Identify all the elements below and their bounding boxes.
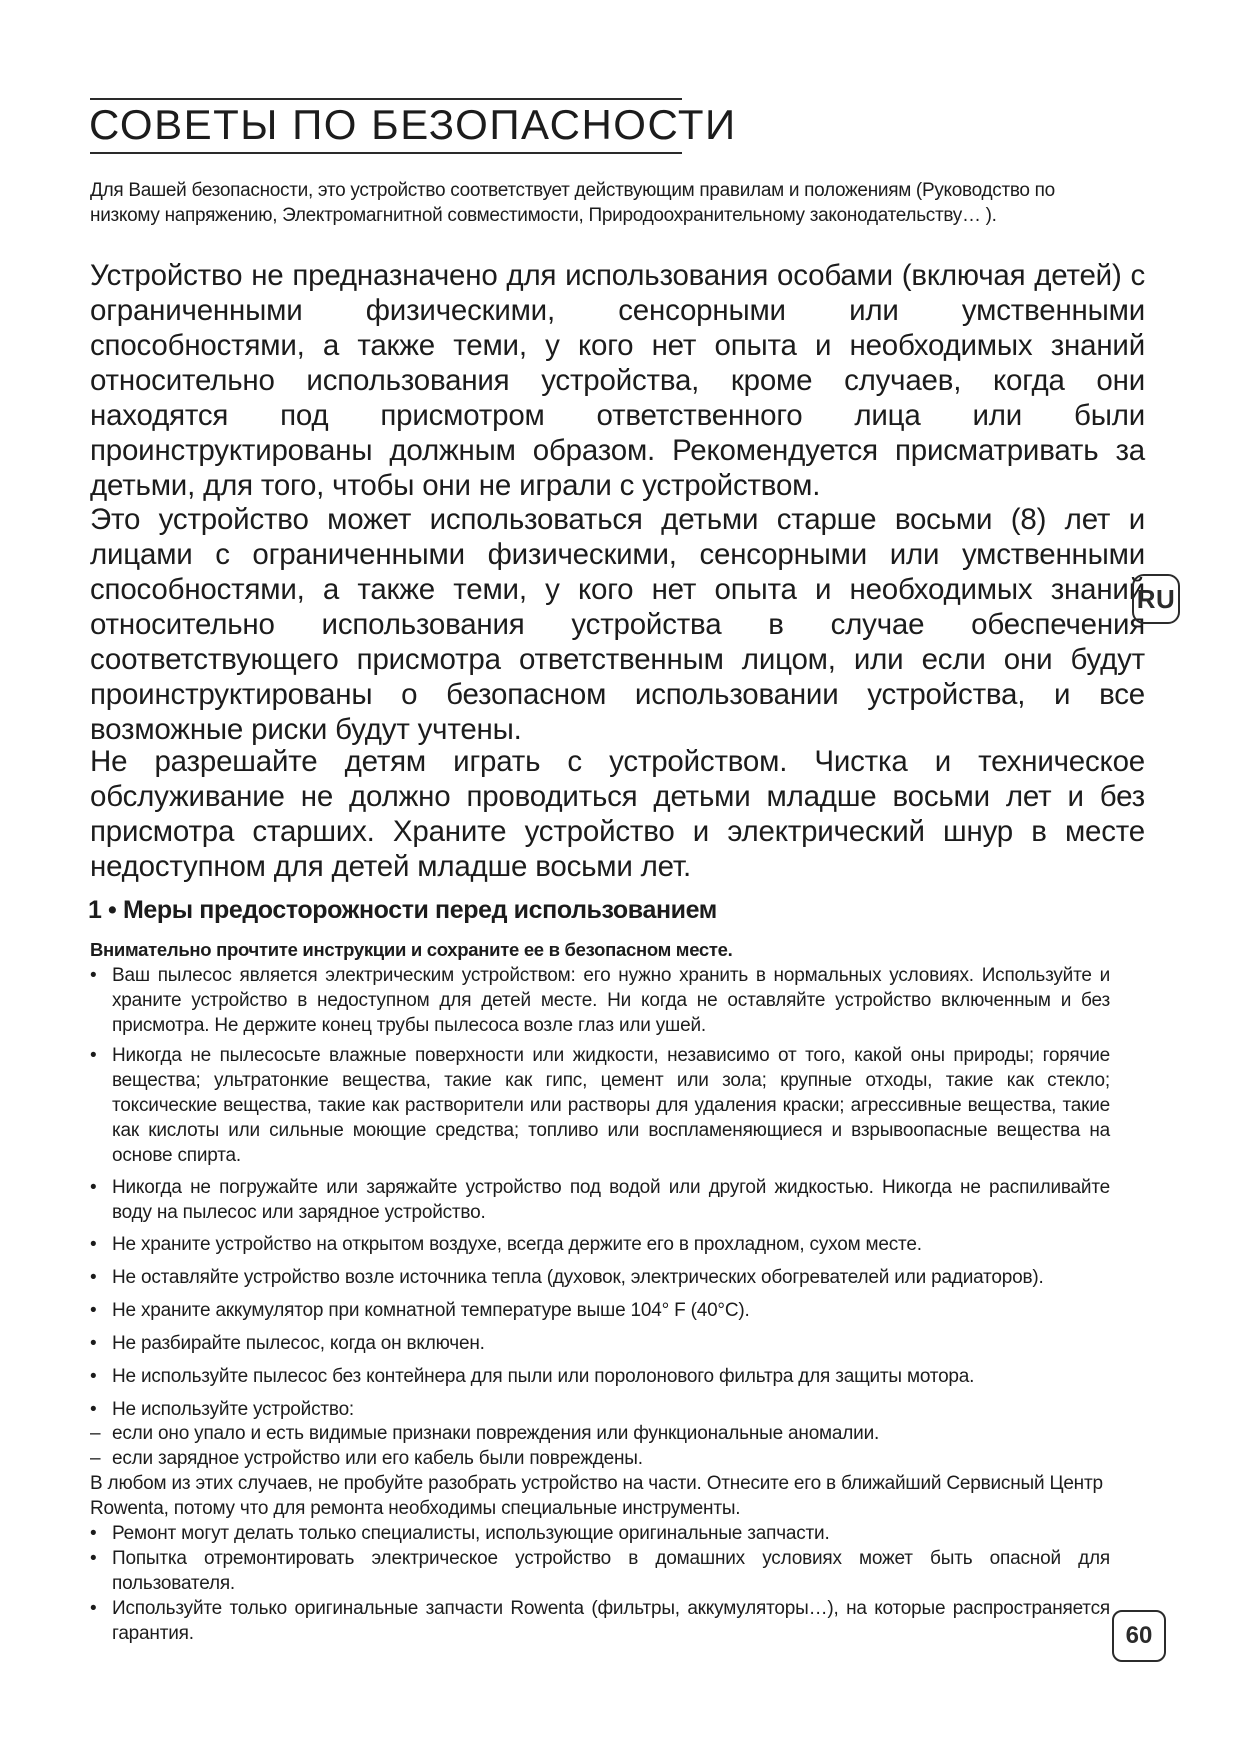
list-item [90, 1175, 1110, 1225]
language-badge: RU [1132, 574, 1180, 624]
precaution-list [90, 963, 1110, 1038]
bullet-marker: • [90, 1598, 97, 1619]
precaution-list [90, 1546, 1110, 1596]
sub-list [90, 1421, 1110, 1446]
dash-marker: – [90, 1423, 101, 1444]
sub-list-item [90, 1421, 1110, 1446]
warning-paragraph-1: Устройство не предназначено для использования особами (включая детей) с ограниченными физическими, сенсорными или умственными способностями, а также теми, у кого нет опыта и необходимых знаний относительно использования устройства, кроме случаев, когда они находятся под присмотром ответственного лица или были проинструктированы должным образом. Рекомендуется присматривать за детьми, для того, чтобы они не играли с устройством. [90, 259, 1145, 502]
list-item [90, 1331, 1110, 1356]
list-item [90, 1546, 1110, 1596]
warning-paragraph-3: Не разрешайте детям играть с устройством. Чистка и техническое обслуживание не должно проводиться детьми младше восьми лет и без присмотра старших. Храните устройство и электрический шнур в месте недоступном для детей младше восьми лет. [90, 745, 1145, 883]
dash-marker: – [90, 1448, 101, 1469]
list-item-text: Ваш пылесос является электрическим устройством: его нужно хранить в нормальных условиях. Используйте и храните устройство в недоступном для детей месте. Ни когда не оставляйте устройство включенным и без присмотра. Не держите конец трубы пылесоса возле глаз или ушей. [112, 965, 1110, 1036]
list-item-text: Не оставляйте устройство возле источника тепла (духовок, электрических обогревателей или радиаторов). [112, 1267, 1044, 1288]
list-item-text: Ремонт могут делать только специалисты, использующие оригинальные запчасти. [112, 1523, 830, 1544]
precaution-list [90, 1175, 1110, 1225]
list-item-text: Не разбирайте пылесос, когда он включен. [112, 1333, 485, 1354]
sub-list-item [90, 1446, 1110, 1471]
title-rule-bottom [90, 152, 682, 154]
bullet-marker: • [90, 1399, 97, 1420]
list-item-text: Никогда не погружайте или заряжайте устройство под водой или другой жидкостью. Никогда не распиливайте воду на пылесос или зарядное устройство. [112, 1177, 1110, 1223]
list-item-text: Используйте только оригинальные запчасти Rowenta (фильтры, аккумуляторы…), на которые распространяется гарантия. [112, 1598, 1110, 1644]
bullet-marker: • [90, 1300, 97, 1321]
precaution-list [90, 1232, 1110, 1257]
precaution-list [90, 1043, 1110, 1168]
page-title: СОВЕТЫ ПО БЕЗОПАСНОСТИ [89, 101, 737, 148]
list-item-text: Не храните устройство на открытом воздухе, всегда держите его в прохладном, сухом месте. [112, 1234, 922, 1255]
list-item [90, 1364, 1110, 1389]
precaution-list [90, 1331, 1110, 1356]
bullet-marker: • [90, 1548, 97, 1569]
warning-paragraph-2: Это устройство может использоваться детьми старше восьми (8) лет и лицами с ограниченными физическими, сенсорными или умственными способностями, а также теми, у кого нет опыта и необходимых знаний относительно использования устройства в случае обеспечения соответствующего присмотра ответственным лицом, или если они будут проинструктированы о безопасном использовании устройства, и все возможные риски будут учтены. [90, 503, 1145, 746]
precaution-list [90, 1364, 1110, 1389]
list-item-text: Попытка отремонтировать электрическое устройство в домашних условиях может быть опасной для пользователя. [112, 1548, 1110, 1594]
precaution-list [90, 1521, 1110, 1546]
list-item [90, 963, 1110, 1038]
list-item [90, 1596, 1110, 1646]
sub-list-item-text: если оно упало и есть видимые признаки повреждения или функциональные аномалии. [112, 1423, 880, 1444]
precaution-list [90, 1397, 1110, 1422]
bullet-marker: • [90, 1045, 97, 1066]
sub-list-item-text: если зарядное устройство или его кабель были повреждены. [112, 1448, 643, 1469]
bullet-marker: • [90, 1234, 97, 1255]
list-item [90, 1397, 1110, 1422]
list-item [90, 1265, 1110, 1290]
section-lead: Внимательно прочтите инструкции и сохраните ее в безопасном месте. [90, 939, 733, 960]
list-item-text: Не используйте устройство: [112, 1399, 355, 1420]
any-case-paragraph: В любом из этих случаев, не пробуйте разобрать устройство на части. Отнесите его в ближайший Сервисный Центр Rowenta, потому что для ремонта необходимы специальные инструменты. [90, 1473, 1103, 1519]
list-item [90, 1043, 1110, 1168]
bullet-marker: • [90, 1333, 97, 1354]
bullet-marker: • [90, 965, 97, 986]
list-item-text: Не храните аккумулятор при комнатной температуре выше 104° F (40°C). [112, 1300, 750, 1321]
precaution-list [90, 1265, 1110, 1290]
list-item-text: Никогда не пылесосьте влажные поверхности или жидкости, независимо от того, какой оны природы; горячие вещества; ультратонкие вещества, такие как гипс, цемент или зола; крупные отходы, такие как стекло; токсические вещества, такие как растворители или растворы для удаления краски; агрессивные вещества, такие как кислоты или сильные моющие средства; топливо или воспламеняющиеся и взрывоопасные вещества на основе спирта. [112, 1045, 1110, 1166]
section-title: 1 • Меры предосторожности перед использованием [88, 896, 717, 924]
precaution-list [90, 1298, 1110, 1323]
list-item [90, 1232, 1110, 1257]
list-item-text: Не используйте пылесос без контейнера для пыли или поролонового фильтра для защиты мотора. [112, 1366, 975, 1387]
intro-paragraph: Для Вашей безопасности, это устройство соответствует действующим правилам и положениям (Руководство по низкому напряжению, Электромагнитной совместимости, Природоохранительному законодательству… ). [90, 180, 1055, 226]
bullet-marker: • [90, 1177, 97, 1198]
list-item [90, 1521, 1110, 1546]
bullet-marker: • [90, 1267, 97, 1288]
sub-list [90, 1446, 1110, 1471]
list-item [90, 1298, 1110, 1323]
page-number: 60 [1112, 1610, 1166, 1662]
bullet-marker: • [90, 1366, 97, 1387]
precaution-list [90, 1596, 1110, 1646]
bullet-marker: • [90, 1523, 97, 1544]
